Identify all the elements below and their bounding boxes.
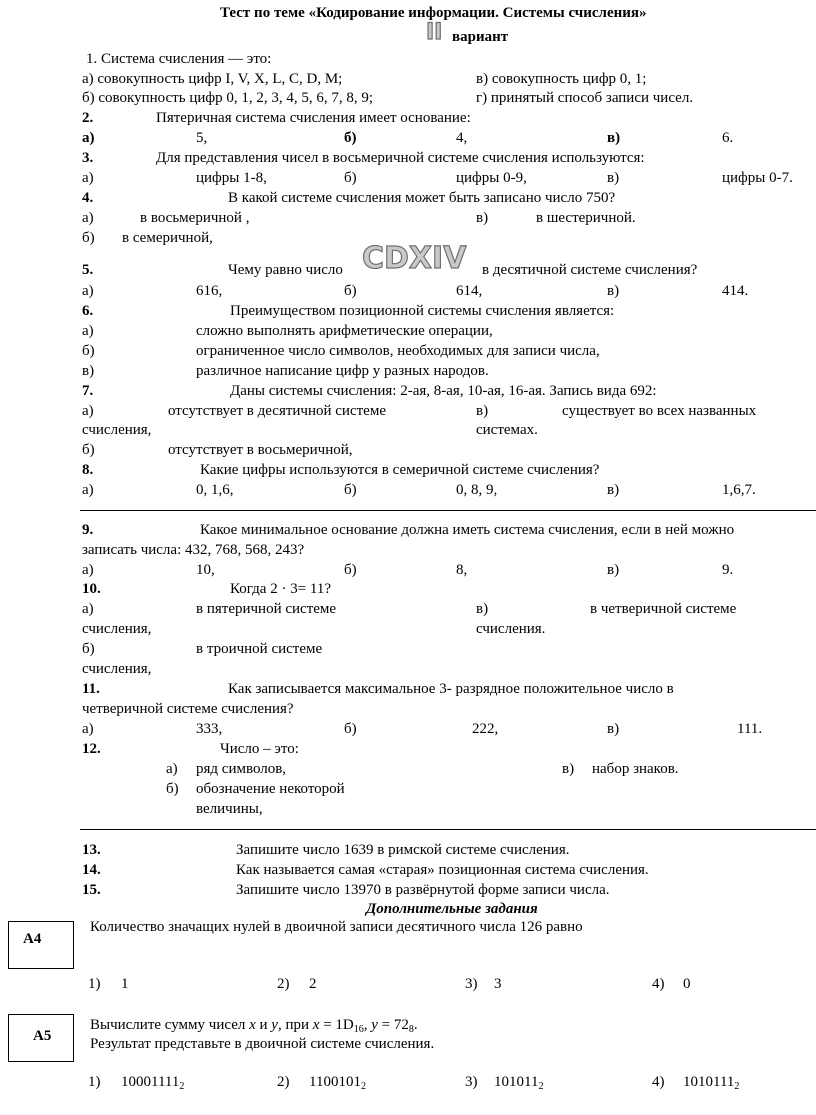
q9-option-b: 8, xyxy=(456,562,468,578)
q11-label-b: б) xyxy=(344,721,357,737)
a4-option-4-number: 4) xyxy=(652,976,665,992)
q2-option-v: 6. xyxy=(722,130,734,146)
q8-option-a: 0, 1,6, xyxy=(196,482,234,498)
q4-label-a: а) xyxy=(82,210,94,226)
q4-option-a: в восьмеричной , xyxy=(140,210,250,226)
q2-label-b: б) xyxy=(344,130,357,146)
q11-label-v: в) xyxy=(607,721,620,737)
q12-option-a: ряд символов, xyxy=(196,761,287,777)
q5-option-b: 614, xyxy=(456,283,483,299)
q10-option-a-line1: в пятеричной системе xyxy=(196,601,337,617)
q8-number: 8. xyxy=(82,462,94,478)
q12-label-v: в) xyxy=(562,761,575,777)
q3-option-v: цифры 0-7. xyxy=(722,170,793,186)
q6-text: Преимуществом позиционной системы счисления является: xyxy=(230,303,615,319)
divider-line xyxy=(80,829,816,830)
q11-number: 11. xyxy=(82,681,100,697)
q10-option-b-line1: в троичной системе xyxy=(196,641,323,657)
q3-label-v: в) xyxy=(607,170,620,186)
q9-label-v: в) xyxy=(607,562,620,578)
q5-label-a: а) xyxy=(82,283,94,299)
q8-label-v: в) xyxy=(607,482,620,498)
extra-heading: Дополнительные задания xyxy=(366,901,538,917)
q10-option-b-line2: счисления, xyxy=(82,661,152,677)
a5-label: А5 xyxy=(33,1028,52,1044)
a5-label-box xyxy=(8,1014,74,1062)
q5-option-a: 616, xyxy=(196,283,223,299)
a4-label: А4 xyxy=(23,931,42,947)
q6-option-v: различное написание цифр у разных народов. xyxy=(196,363,489,379)
divider-line xyxy=(80,510,816,511)
q10-text: Когда 2 · 3= 11? xyxy=(230,581,332,597)
q3-label-a: а) xyxy=(82,170,94,186)
q7-number: 7. xyxy=(82,383,94,399)
a4-option-1-value: 1 xyxy=(121,976,129,992)
q12-text: Число – это: xyxy=(220,741,299,757)
q7-option-v-line1: существует во всех названных xyxy=(562,403,757,419)
q1-option-g: г) принятый способ записи чисел. xyxy=(476,90,694,106)
q5-text-before: Чему равно число xyxy=(228,262,343,278)
q6-label-b: б) xyxy=(82,343,95,359)
q2-label-v: в) xyxy=(607,130,621,146)
q10-option-v-line2: счисления. xyxy=(476,621,546,637)
a4-option-1-number: 1) xyxy=(88,976,101,992)
q12-label-a: а) xyxy=(166,761,178,777)
q7-label-v: в) xyxy=(476,403,489,419)
q6-number: 6. xyxy=(82,303,94,319)
q7-option-v-line2: системах. xyxy=(476,422,538,438)
q7-option-a-line2: счисления, xyxy=(82,422,152,438)
a5-text-line1: Вычислите сумму чисел x и y, при $x = 1D_{16}$, $y = 72_8$. xyxy=(90,1017,418,1035)
q3-text: Для представления чисел в восьмеричной системе счисления используются: xyxy=(156,150,645,166)
q15-number: 15. xyxy=(82,882,101,898)
q8-option-b: 0, 8, 9, xyxy=(456,482,498,498)
q3-option-a: цифры 1-8, xyxy=(196,170,267,186)
q4-number: 4. xyxy=(82,190,94,206)
q7-text: Даны системы счисления: 2-ая, 8-ая, 10-ая, 16-ая. Запись вида 692: xyxy=(230,383,657,399)
q10-label-v: в) xyxy=(476,601,489,617)
a5-option-1-value: $10001111_2$ xyxy=(121,1074,185,1092)
q11-option-v: 111. xyxy=(737,721,763,737)
variant-label: вариант xyxy=(452,29,509,45)
roman-numeral-cdxiv: CDXIV xyxy=(362,241,467,276)
q4-option-b: в семеричной, xyxy=(122,230,213,246)
q3-label-b: б) xyxy=(344,170,357,186)
q11-text-line1: Как записывается максимальное 3- разрядное положительное число в xyxy=(228,681,674,697)
q11-option-a: 333, xyxy=(196,721,223,737)
q9-text-line2: записать числа: 432, 768, 568, 243? xyxy=(82,542,305,558)
q3-option-b: цифры 0-9, xyxy=(456,170,527,186)
q7-label-a: а) xyxy=(82,403,94,419)
q5-label-v: в) xyxy=(607,283,620,299)
q10-option-v-line1: в четверичной системе xyxy=(590,601,737,617)
q2-number: 2. xyxy=(82,110,94,126)
q10-number: 10. xyxy=(82,581,101,597)
q14-number: 14. xyxy=(82,862,101,878)
q2-text: Пятеричная система счисления имеет основание: xyxy=(156,110,471,126)
q5-option-v: 414. xyxy=(722,283,749,299)
q8-label-b: б) xyxy=(344,482,357,498)
q2-label-a: а) xyxy=(82,130,95,146)
q7-option-a-line1: отсутствует в десятичной системе xyxy=(168,403,386,419)
q5-label-b: б) xyxy=(344,283,357,299)
q12-option-b-line1: обозначение некоторой xyxy=(196,781,345,797)
q7-label-b: б) xyxy=(82,442,95,458)
q1-option-b: б) совокупность цифр 0, 1, 2, 3, 4, 5, 6, 7, 8, 9; xyxy=(82,90,374,106)
q8-text: Какие цифры используются в семеричной системе счисления? xyxy=(200,462,600,478)
q6-option-a: сложно выполнять арифметические операции, xyxy=(196,323,493,339)
q3-number: 3. xyxy=(82,150,94,166)
q14-text: Как называется самая «старая» позиционная система счисления. xyxy=(236,862,649,878)
q9-text-line1: Какое минимальное основание должна иметь система счисления, если в ней можно xyxy=(200,522,735,538)
q2-option-a: 5, xyxy=(196,130,208,146)
page-title: Тест по теме «Кодирование информации. Системы счисления» xyxy=(220,5,647,21)
a4-option-3-number: 3) xyxy=(465,976,478,992)
a5-option-2-value: $1100101_2$ xyxy=(309,1074,366,1092)
q4-text: В какой системе счисления может быть записано число 750? xyxy=(228,190,616,206)
q4-label-b: б) xyxy=(82,230,95,246)
q4-label-v: в) xyxy=(476,210,489,226)
variant-numeral: II xyxy=(426,20,443,45)
q9-option-v: 9. xyxy=(722,562,734,578)
a4-option-2-number: 2) xyxy=(277,976,290,992)
a5-option-1-number: 1) xyxy=(88,1074,101,1090)
q6-label-v: в) xyxy=(82,363,95,379)
a5-option-3-number: 3) xyxy=(465,1074,478,1090)
q8-option-v: 1,6,7. xyxy=(722,482,756,498)
q1-option-a: а) совокупность цифр I, V, X, L, C, D, M; xyxy=(82,71,343,87)
a4-text: Количество значащих нулей в двоичной записи десятичного числа 126 равно xyxy=(90,919,583,935)
a5-option-2-number: 2) xyxy=(277,1074,290,1090)
q11-option-b: 222, xyxy=(472,721,499,737)
q9-number: 9. xyxy=(82,522,94,538)
q5-number: 5. xyxy=(82,262,94,278)
q9-label-a: а) xyxy=(82,562,94,578)
q9-option-a: 10, xyxy=(196,562,215,578)
a5-option-4-number: 4) xyxy=(652,1074,665,1090)
q7-option-b: отсутствует в восьмеричной, xyxy=(168,442,353,458)
q5-text-after: в десятичной системе счисления? xyxy=(482,262,698,278)
q6-label-a: а) xyxy=(82,323,94,339)
q10-option-a-line2: счисления, xyxy=(82,621,152,637)
a5-option-3-value: $101011_2$ xyxy=(494,1074,544,1092)
a5-text-line2: Результат представьте в двоичной системе счисления. xyxy=(90,1036,435,1052)
q15-text: Запишите число 13970 в развёрнутой форме записи числа. xyxy=(236,882,610,898)
q10-label-a: а) xyxy=(82,601,94,617)
q2-option-b: 4, xyxy=(456,130,468,146)
a4-option-4-value: 0 xyxy=(683,976,691,992)
q13-number: 13. xyxy=(82,842,101,858)
a5-option-4-value: $1010111_2$ xyxy=(683,1074,740,1092)
q1-text: 1. Система счисления — это: xyxy=(86,51,272,67)
q4-option-v: в шестеричной. xyxy=(536,210,636,226)
q12-number: 12. xyxy=(82,741,101,757)
q10-label-b: б) xyxy=(82,641,95,657)
q12-option-v: набор знаков. xyxy=(592,761,679,777)
q9-label-b: б) xyxy=(344,562,357,578)
q8-label-a: а) xyxy=(82,482,94,498)
q11-label-a: а) xyxy=(82,721,94,737)
a4-option-2-value: 2 xyxy=(309,976,317,992)
q6-option-b: ограниченное число символов, необходимых для записи числа, xyxy=(196,343,600,359)
q12-option-b-line2: величины, xyxy=(196,801,263,817)
q13-text: Запишите число 1639 в римской системе счисления. xyxy=(236,842,570,858)
a4-option-3-value: 3 xyxy=(494,976,502,992)
q1-option-v: в) совокупность цифр 0, 1; xyxy=(476,71,647,87)
q11-text-line2: четверичной системе счисления? xyxy=(82,701,294,717)
a4-label-box xyxy=(8,921,74,969)
q12-label-b: б) xyxy=(166,781,179,797)
